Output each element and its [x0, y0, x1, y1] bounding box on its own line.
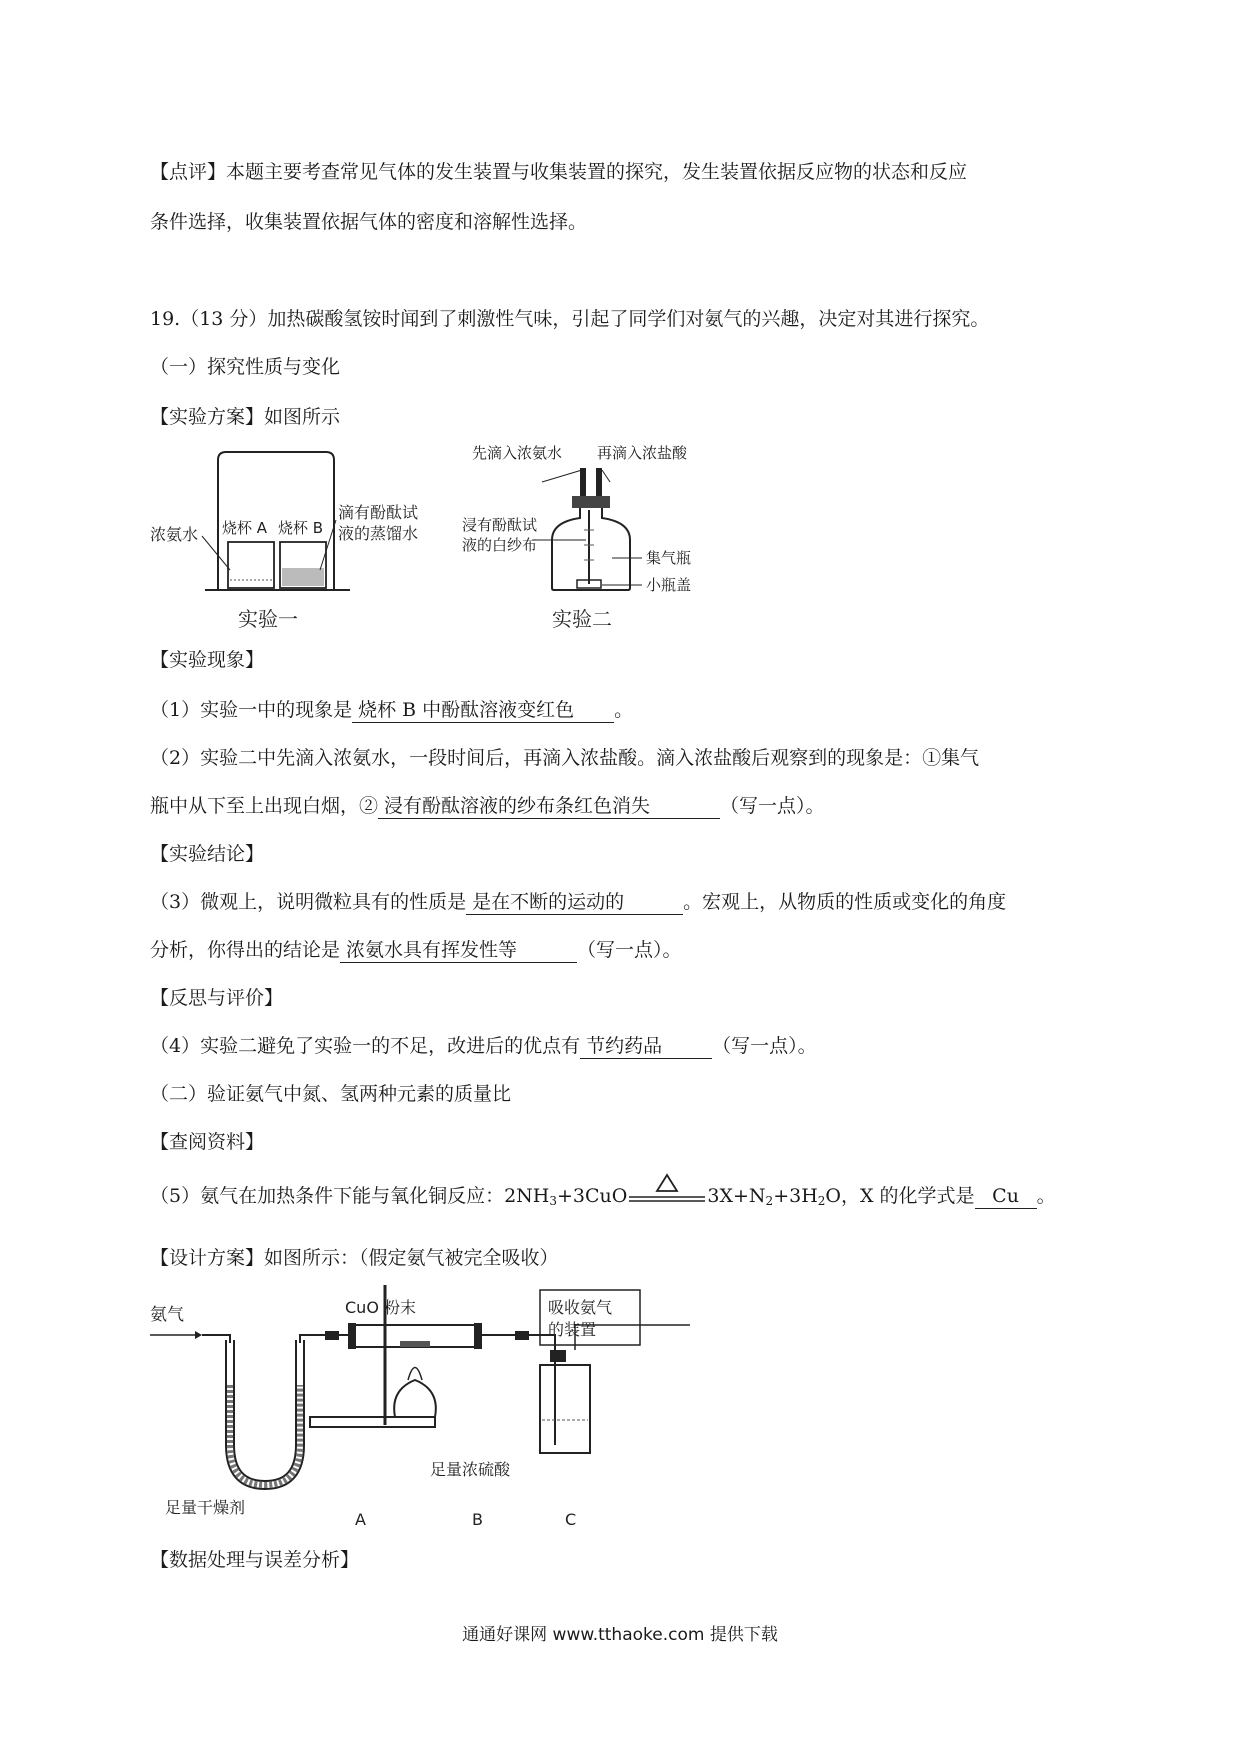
q5-mid-2: 3X+N	[707, 1185, 766, 1207]
q3-answer-2: 浓氨水具有挥发性等	[340, 938, 577, 963]
label-ammonia-inlet: 氨气	[150, 1305, 184, 1325]
label-absorb-1: 吸收氨气	[548, 1298, 613, 1317]
q4-answer: 节约药品	[580, 1034, 712, 1059]
q2-answer: 浸有酚酞溶液的纱布条红色消失	[378, 794, 720, 819]
label-beaker-a: 烧杯 A	[222, 519, 268, 537]
q5-sub-3: 3	[549, 1194, 558, 1208]
label-absorb-2: 的装置	[548, 1320, 597, 1339]
q5-answer: Cu	[975, 1184, 1037, 1209]
experiment-2-figure	[462, 440, 752, 635]
q5-sub-2b: 2	[817, 1194, 826, 1208]
question-1	[150, 698, 633, 723]
q5-mid-3: +3H	[773, 1185, 818, 1207]
page-footer: 通通好课网 www.tthaoke.com 提供下载	[462, 1625, 778, 1645]
comment-line-2: 条件选择，收集装置依据气体的密度和溶解性选择。	[150, 211, 588, 233]
label-gauze-1: 浸有酚酞试	[462, 516, 538, 534]
label-gauze-2: 液的白纱布	[462, 536, 538, 554]
question-3-line-2	[150, 938, 682, 963]
label-gas-bottle: 集气瓶	[646, 549, 692, 567]
experiment-1-figure	[150, 440, 450, 635]
q4-suffix: （写一点）。	[712, 1035, 817, 1057]
reflection-label: 【反思与评价】	[150, 987, 284, 1009]
q5-suffix: 。	[1036, 1185, 1056, 1207]
question-2-line-1: （2）实验二中先滴入浓氨水，一段时间后，再滴入浓盐酸。滴入浓盐酸后观察到的现象是：①集气	[150, 747, 980, 769]
label-desiccant: 足量干燥剂	[165, 1498, 246, 1517]
design-label: 【设计方案】如图所示：（假定氨气被完全吸收）	[150, 1247, 559, 1269]
conclusion-label: 【实验结论】	[150, 843, 265, 865]
q5-mid-4: O，X 的化学式是	[825, 1185, 975, 1207]
label-phenol-water-2: 液的蒸馏水	[338, 524, 419, 543]
label-drop-ammonia: 先滴入浓氨水	[472, 444, 563, 462]
q2-prefix: 瓶中从下至上出现白烟，②	[150, 795, 379, 817]
question-19-intro: 19.（13 分）加热碳酸氢铵时闻到了刺激性气味，引起了同学们对氨气的兴趣，决定对其进行探究。	[150, 308, 990, 330]
q3-line2-prefix: 分析，你得出的结论是	[150, 939, 341, 961]
q3-prefix: （3）微观上，说明微粒具有的性质是	[150, 891, 467, 913]
apparatus-figure	[150, 1285, 710, 1530]
label-beaker-b: 烧杯 B	[278, 519, 324, 537]
question-2-line-2	[150, 794, 825, 819]
q5-sub-2: 2	[765, 1194, 774, 1208]
experiment-1-caption: 实验一	[238, 607, 298, 631]
label-cuo-powder: CuO 粉末	[345, 1298, 416, 1317]
data-analysis-label: 【数据处理与误差分析】	[150, 1549, 360, 1571]
part-2-heading: （二）验证氨气中氮、氢两种元素的质量比	[150, 1083, 512, 1105]
question-5	[150, 1184, 1056, 1213]
lookup-label: 【查阅资料】	[150, 1131, 265, 1153]
q5-mid-1: +3CuO	[557, 1185, 628, 1207]
q5-prefix: （5）氨气在加热条件下能与氧化铜反应：2NH	[150, 1185, 550, 1207]
label-drop-hcl: 再滴入浓盐酸	[597, 444, 688, 462]
q2-suffix: （写一点）。	[720, 795, 825, 817]
q4-prefix: （4）实验二避免了实验一的不足，改进后的优点有	[150, 1035, 581, 1057]
question-3-line-1	[150, 890, 1006, 915]
phenomena-label: 【实验现象】	[150, 649, 265, 671]
q3-answer: 是在不断的运动的	[466, 890, 683, 915]
plan-label: 【实验方案】如图所示	[150, 406, 341, 428]
label-conc-sulfuric: 足量浓硫酸	[430, 1460, 511, 1479]
label-phenol-water-1: 滴有酚酞试	[338, 503, 419, 522]
reaction-heating-condition	[627, 1187, 707, 1207]
question-4	[150, 1034, 817, 1059]
q1-answer: 烧杯 B 中酚酞溶液变红色	[352, 698, 614, 723]
q1-prefix: （1）实验一中的现象是	[150, 699, 353, 721]
label-device-b: B	[472, 1510, 483, 1529]
label-device-a: A	[355, 1510, 366, 1529]
q1-suffix: 。	[614, 699, 634, 721]
label-device-c: C	[565, 1510, 577, 1529]
experiment-2-caption: 实验二	[552, 607, 612, 631]
part-1-heading: （一）探究性质与变化	[150, 356, 341, 378]
q3-line2-suffix: （写一点）。	[577, 939, 682, 961]
comment-line-1: 【点评】本题主要考查常见气体的发生装置与收集装置的探究，发生装置依据反应物的状态和反应	[150, 161, 968, 183]
q3-suffix: 。宏观上，从物质的性质或变化的角度	[683, 891, 1007, 913]
label-conc-ammonia: 浓氨水	[150, 525, 199, 544]
label-cap: 小瓶盖	[646, 576, 692, 594]
